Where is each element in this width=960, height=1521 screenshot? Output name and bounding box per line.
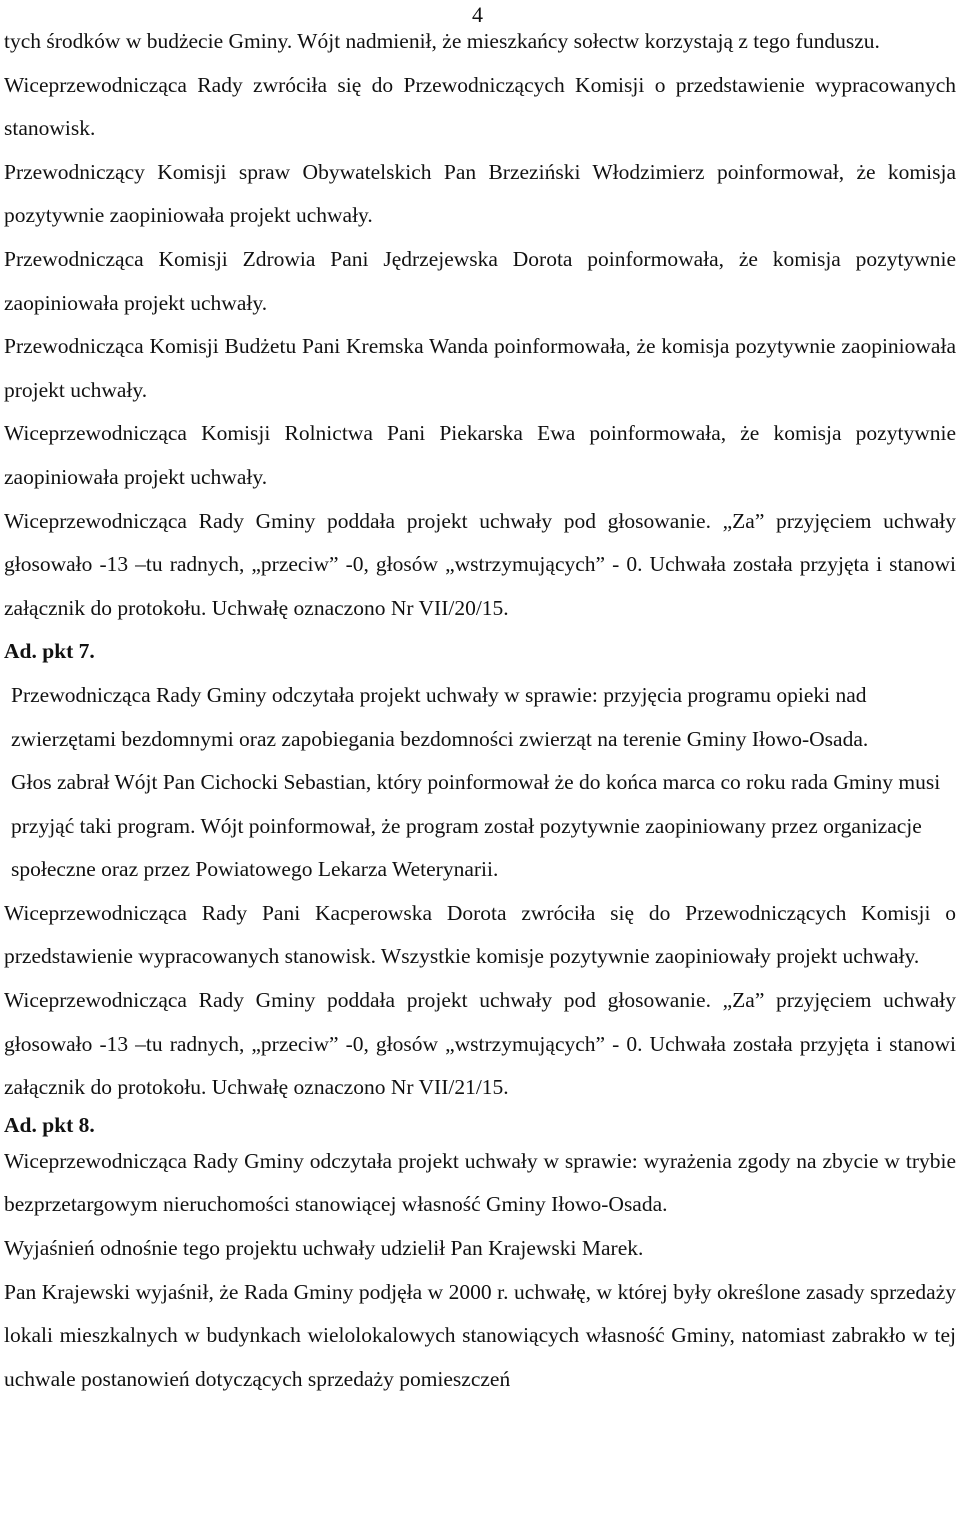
paragraph-property-sale: Wiceprzewodnicząca Rady Gminy odczytała projekt uchwały w sprawie: wyrażenia zgody na zbycie w trybie bezprzetargowym nieruchomości stanowiącej własność Gminy Iłowo-Osada.	[4, 1148, 956, 1217]
document-body	[4, 20, 956, 1401]
paragraph-animal-program: Przewodnicząca Rady Gminy odczytała projekt uchwały w sprawie: przyjęcia programu opieki nad zwierzętami bezdomnymi oraz zapobiegania bezdomności zwierząt na terenie Gminy Iłowo-Osada.	[11, 682, 869, 751]
page-number: 4	[472, 2, 483, 27]
paragraph-agriculture-committee: Wiceprzewodnicząca Komisji Rolnictwa Pani Piekarska Ewa poinformowała, że komisja pozytywnie zaopiniowała projekt uchwały.	[4, 421, 956, 489]
paragraph-vote-resolution-21: Wiceprzewodnicząca Rady Gminy poddała projekt uchwały pod głosowanie. „Za” przyjęciem uchwały głosowało -13 –tu radnych, „przeciw” -0, głosów „wstrzymujących” - 0. Uchwała została przyjęta i stanowi załącznik do protokołu. Uchwałę oznaczono Nr VII/21/15.	[4, 988, 956, 1100]
paragraph-vote-resolution-20: Wiceprzewodnicząca Rady Gminy poddała projekt uchwały pod głosowanie. „Za” przyjęciem uchwały głosowało -13 –tu radnych, „przeciw” -0, głosów „wstrzymujących” - 0. Uchwała została przyjęta i stanowi załącznik do protokołu. Uchwałę oznaczono Nr VII/20/15.	[4, 508, 956, 620]
paragraph-fund-usage: tych środków w budżecie Gminy. Wójt nadmienił, że mieszkańcy sołectw korzystają z tego funduszu.	[4, 29, 880, 53]
paragraph-civic-committee: Przewodniczący Komisji spraw Obywatelskich Pan Brzeziński Włodzimierz poinformował, że komisja pozytywnie zaopiniowała projekt uchwały.	[4, 159, 956, 228]
paragraph-request-positions: Wiceprzewodnicząca Rady zwróciła się do Przewodniczących Komisji o przedstawienie wypracowanych stanowisk.	[4, 72, 956, 141]
paragraph-budget-committee: Przewodnicząca Komisji Budżetu Pani Kremska Wanda poinformowała, że komisja pozytywnie zaopiniowała projekt uchwały.	[4, 334, 956, 402]
paragraph-committees-opinion: Wiceprzewodnicząca Rady Pani Kacperowska Dorota zwróciła się do Przewodniczących Komisji o przedstawienie wypracowanych stanowisk. Wszystkie komisje pozytywnie zaopiniowały projekt uchwały.	[4, 900, 956, 969]
paragraph-krajewski-explanation: Pan Krajewski wyjaśnił, że Rada Gminy podjęła w 2000 r. uchwałę, w której były określone zasady sprzedaży lokali mieszkalnych w budynkach wielolokalowych stanowiących własność Gminy, natomiast zabrakło w tej uchwale postanowień dotyczących sprzedaży pomieszczeń	[4, 1279, 956, 1391]
paragraph-explanation: Wyjaśnień odnośnie tego projektu uchwały udzielił Pan Krajewski Marek.	[4, 1236, 644, 1261]
heading-item-8: Ad. pkt 8.	[4, 1112, 95, 1137]
heading-item-7: Ad. pkt 7.	[4, 639, 95, 664]
paragraph-mayor-statement: Głos zabrał Wójt Pan Cichocki Sebastian, który poinformował że do końca marca co roku rada Gminy musi przyjąć taki program. Wójt poinformował, że program został pozytywnie zaopiniowany przez organizacje społeczne oraz przez Powiatowego Lekarza Weterynarii.	[11, 770, 941, 882]
paragraph-health-committee: Przewodnicząca Komisji Zdrowia Pani Jędrzejewska Dorota poinformowała, że komisja pozytywnie zaopiniowała projekt uchwały.	[4, 246, 956, 315]
